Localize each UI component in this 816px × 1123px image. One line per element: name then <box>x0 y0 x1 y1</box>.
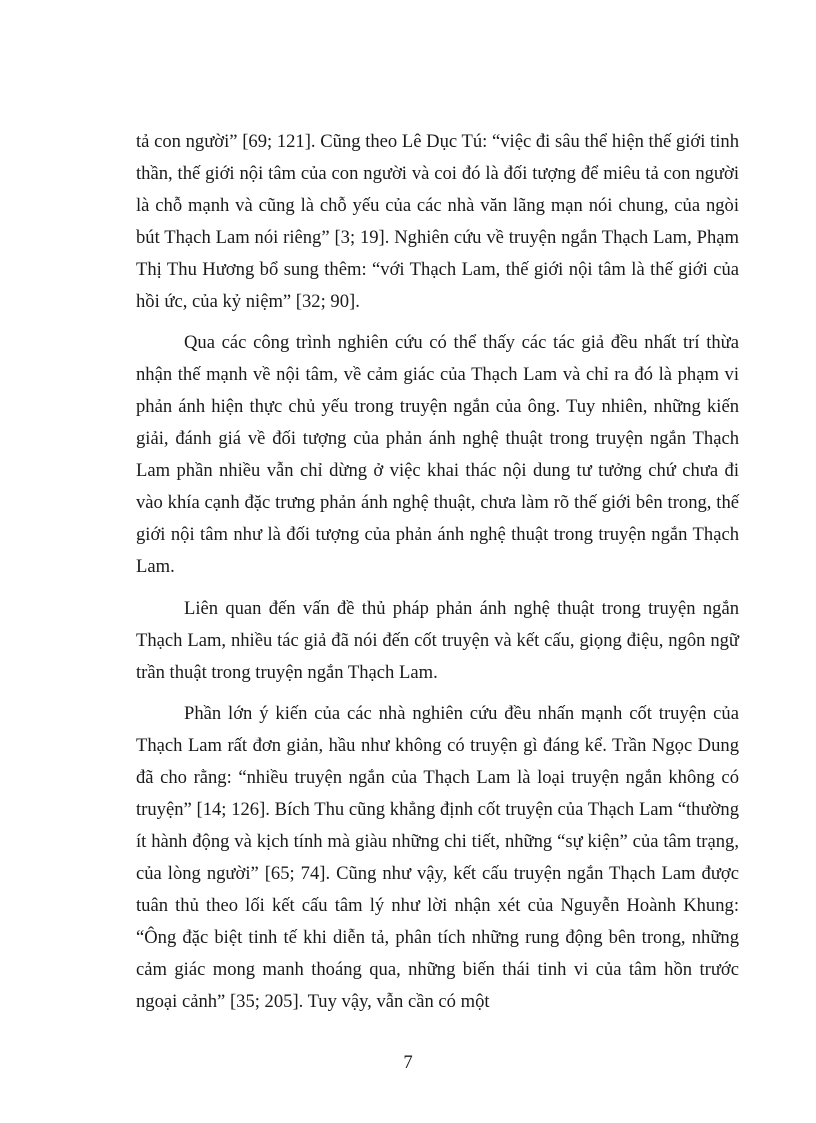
paragraph-plot-structure: Phần lớn ý kiến của các nhà nghiên cứu đều nhấn mạnh cốt truyện của Thạch Lam rất đơn giản, hầu như không có truyện gì đáng kể. Trần Ngọc Dung đã cho rằng: “nhiều truyện ngắn của Thạch Lam là loại truyện ngắn không có truyện” [14; 126]. Bích Thu cũng khẳng định cốt truyện của Thạch Lam “thường ít hành động và kịch tính mà giàu những chi tiết, những “sự kiện” của tâm trạng, của lòng người” [65; 74]. Cũng như vậy, kết cấu truyện ngắn Thạch Lam được tuân thủ theo lối kết cấu tâm lý như lời nhận xét của Nguyễn Hoành Khung: “Ông đặc biệt tinh tế khi diễn tả, phân tích những rung động bên trong, những cảm giác mong manh thoáng qua, những biến thái tinh vi của tâm hồn trước ngoại cảnh” [35; 205]. Tuy vậy, vẫn cần có một <box>136 703 739 1012</box>
paragraph-continuation: tả con người” [69; 121]. Cũng theo Lê Dục Tú: “việc đi sâu thể hiện thế giới tinh thần, thế giới nội tâm của con người và coi đó là đối tượng để miêu tả con người là chỗ mạnh và cũng là chỗ yếu của các nhà văn lãng mạn nói chung, của ngòi bút Thạch Lam nói riêng” [3; 19]. Nghiên cứu về truyện ngắn Thạch Lam, Phạm Thị Thu Hương bổ sung thêm: “với Thạch Lam, thế giới nội tâm là thế giới của hồi ức, của kỷ niệm” [32; 90]. <box>136 131 739 312</box>
page-body <box>136 126 739 1027</box>
paragraph-artistic-technique: Liên quan đến vấn đề thủ pháp phản ánh nghệ thuật trong truyện ngắn Thạch Lam, nhiều tác giả đã nói đến cốt truyện và kết cấu, giọng điệu, ngôn ngữ trần thuật trong truyện ngắn Thạch Lam. <box>136 597 739 683</box>
page-number: 7 <box>403 1052 413 1073</box>
paragraph-research-consensus: Qua các công trình nghiên cứu có thể thấy các tác giả đều nhất trí thừa nhận thế mạnh về nội tâm, về cảm giác của Thạch Lam và chỉ ra đó là phạm vi phản ánh hiện thực chủ yếu trong truyện ngắn của ông. Tuy nhiên, những kiến giải, đánh giá về đối tượng của phản ánh nghệ thuật trong truyện ngắn Thạch Lam phần nhiều vẫn chỉ dừng ở việc khai thác nội dung tư tưởng chứ chưa đi vào khía cạnh đặc trưng phản ánh nghệ thuật, chưa làm rõ thế giới bên trong, thế giới nội tâm như là đối tượng của phản ánh nghệ thuật trong truyện ngắn Thạch Lam. <box>136 332 739 577</box>
